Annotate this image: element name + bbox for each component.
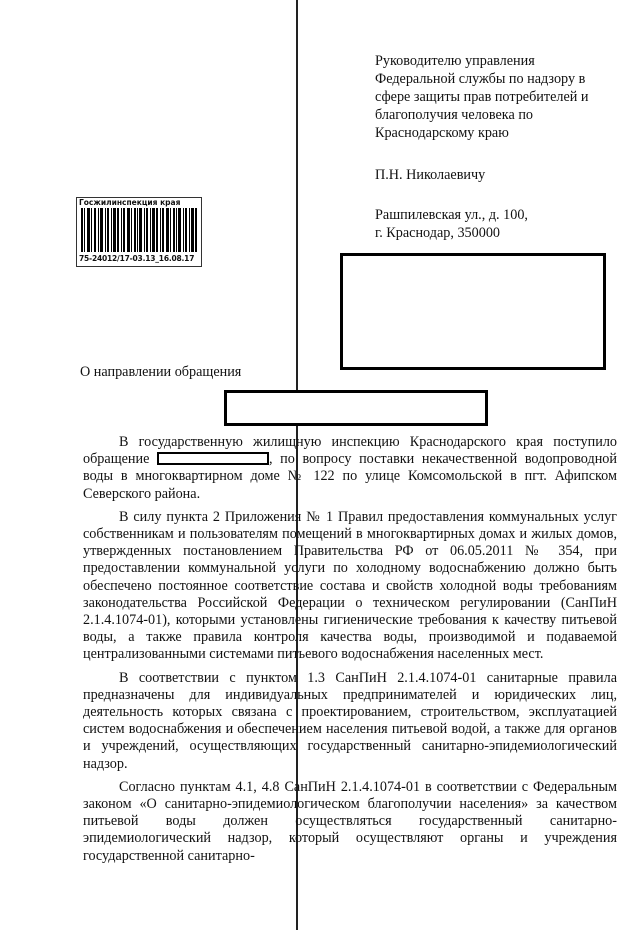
paragraph: Согласно пунктам 4.1, 4.8 СанПиН 2.1.4.1074-01 в соответствии с Федеральным законом «О санитарно-эпидемиологическом благополучии населения» за качеством питьевой воды должен осуществляться государственный санитарно-эпидемиологический надзор, который осуществляют органы и учреждения государственной санитарно- — [83, 778, 617, 864]
addressee-address — [375, 206, 625, 242]
addressee-line: Руководителю управления — [375, 53, 535, 69]
paragraph: В соответствии с пунктом 1.3 СанПиН 2.1.4.1074-01 санитарные правила предназначены для индивидуальных предпринимателей и юридических лиц, деятельность которых связана с проектированием, строительством, эксплуатацией систем водоснабжения и обеспечением населения питьевой водой, а также для органов и учреждений, осуществляющих государственный санитарно-эпидемиологический надзор. — [83, 669, 617, 772]
stamp-registration-code: 75-24012/17-03.13_16.08.17 — [79, 254, 195, 263]
paragraph-text: В государственную жилищную инспекцию Краснодарского края поступило обращение — [83, 434, 617, 468]
addressee-line: Федеральной службы по надзору в — [375, 71, 586, 87]
addressee-name: П.Н. Николаевичу — [375, 167, 486, 183]
registration-stamp — [76, 197, 202, 267]
addressee-line: Краснодарскому краю — [375, 125, 509, 141]
addressee-block — [375, 52, 625, 242]
stamp-org: Госжилинспекция края — [79, 198, 181, 207]
address-line: Рашпилевская ул., д. 100, — [375, 207, 528, 223]
paragraph-text: , по вопросу поставки некачественной водопроводной воды в многоквартирном доме № 122 по улице Комсомольской в пгт. Афипском Северского района. — [83, 451, 617, 502]
addressee-line: благополучия человека по — [375, 107, 534, 123]
redacted-block — [224, 390, 488, 426]
addressee-line: сфере защиты прав потребителей и — [375, 89, 589, 105]
redacted-block — [340, 253, 606, 370]
subject-line: О направлении обращения — [80, 364, 242, 380]
paragraph: В силу пункта 2 Приложения № 1 Правил предоставления коммунальных услуг собственникам и пользователям помещений в многоквартирных домах и жилых домов, утвержденных постановлением Правительства РФ от 06.05.2011 № 354, при предоставлении коммунальной услуги по холодному водоснабжению должно быть обеспечено постоянное соответствие состава и свойств холодной воды требованиям законодательства Российской Федерации о техническом регулировании (СанПиН 2.1.4.1074-01), которыми установлены гигиенические требования к качеству питьевой воды, а также правила контроля качества воды, производимой и подаваемой централизованными системами питьевого водоснабжения населенных мест. — [83, 508, 617, 663]
redacted-inline — [157, 452, 269, 465]
paragraph — [83, 434, 617, 503]
barcode-icon — [81, 208, 197, 252]
address-line: г. Краснодар, 350000 — [375, 225, 501, 241]
letter-body — [83, 434, 617, 871]
